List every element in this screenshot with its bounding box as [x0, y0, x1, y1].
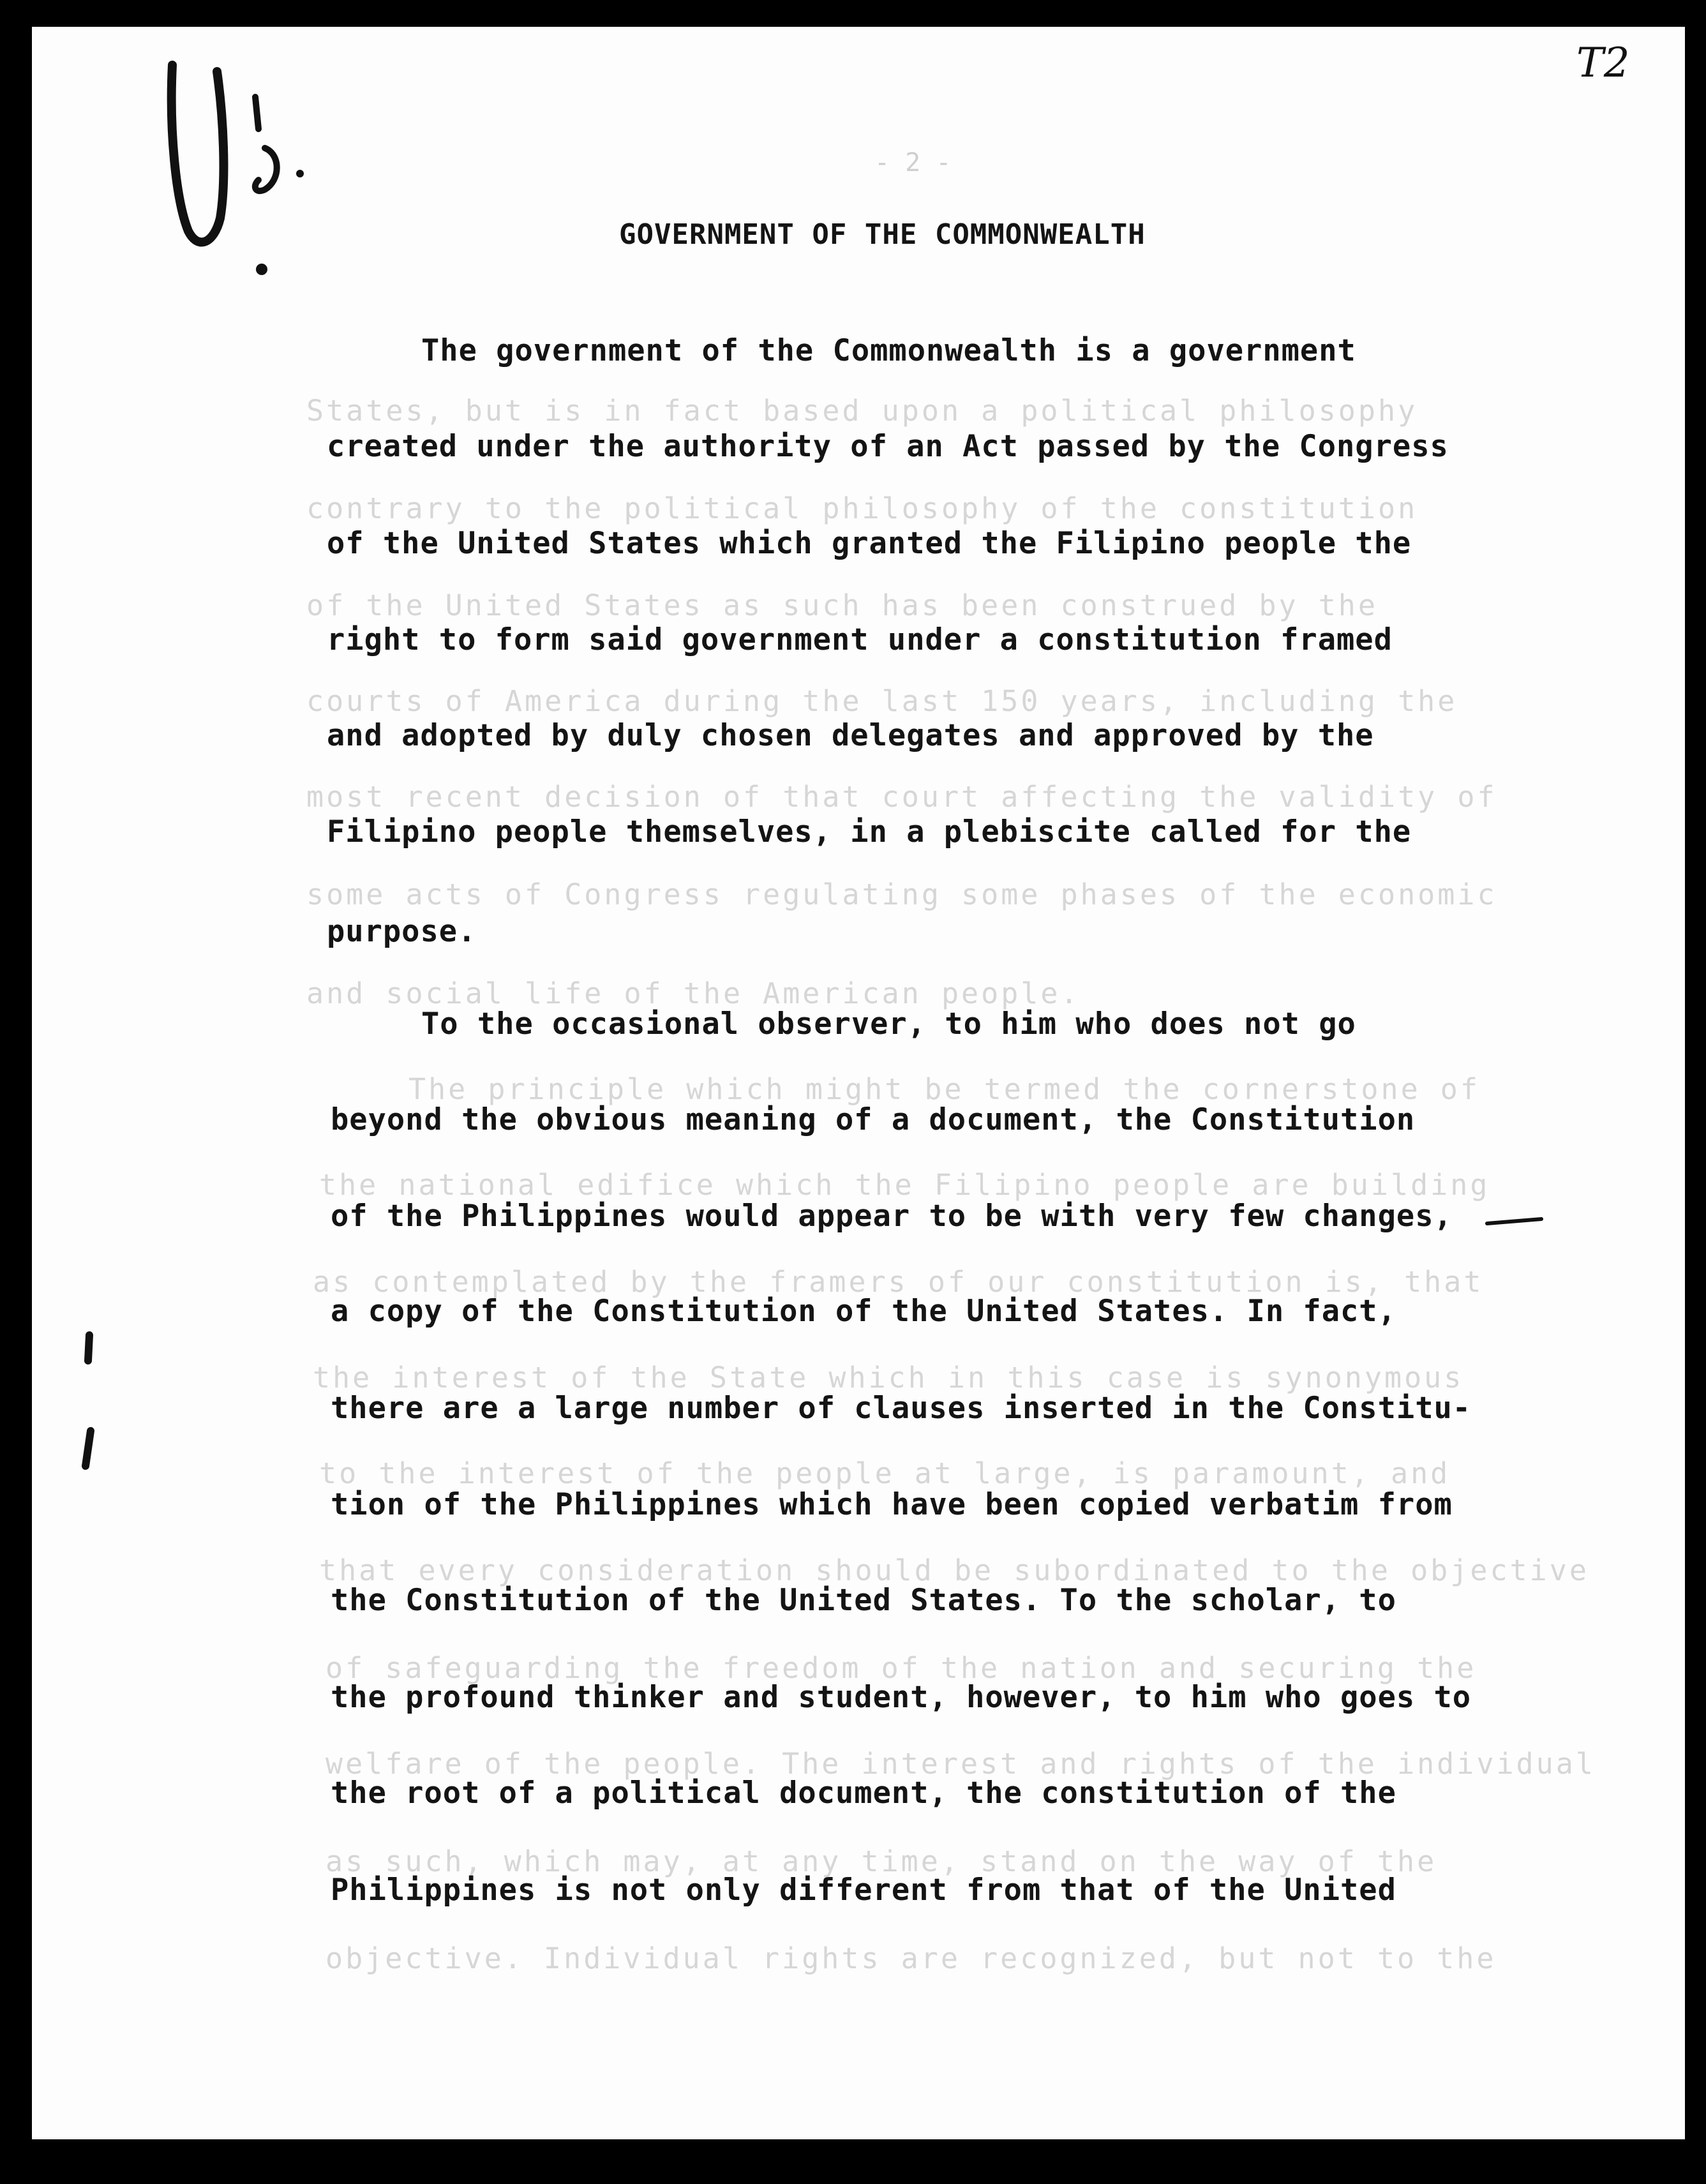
body-line: of the Philippines would appear to be with very few changes, [331, 1199, 1453, 1234]
page-number: - 2 - [874, 148, 952, 177]
bleed-through-line: as such, which may, at any time, stand on the way of the [325, 1844, 1437, 1878]
bleed-through-line: contrary to the political philosophy of the constitution [306, 491, 1418, 525]
body-line: and adopted by duly chosen delegates and approved by the [327, 718, 1374, 753]
body-line: the Constitution of the United States. To the scholar, to [331, 1583, 1396, 1618]
bleed-through-line: the interest of the State which in this case is synonymous [313, 1361, 1464, 1395]
bleed-through-line: welfare of the people. The interest and rights of the individual [325, 1747, 1596, 1781]
bleed-through-line: States, but is in fact based upon a political philosophy [306, 394, 1418, 428]
bleed-through-line: courts of America during the last 150 years, including the [306, 684, 1458, 718]
body-line: beyond the obvious meaning of a document, the Constitution [331, 1102, 1416, 1137]
margin-tick-mark [70, 1322, 108, 1488]
body-line: Filipino people themselves, in a plebiscite called for the [327, 814, 1412, 849]
body-line: tion of the Philippines which have been copied verbatim from [331, 1487, 1453, 1522]
bleed-through-line: to the interest of the people at large, is paramount, and [319, 1456, 1451, 1490]
body-line: right to form said government under a constitution framed [327, 622, 1393, 657]
body-line: The government of the Commonwealth is a government [421, 333, 1356, 368]
body-line: purpose. [327, 914, 477, 949]
margin-dash-mark [1481, 1208, 1551, 1239]
bleed-through-line: of safeguarding the freedom of the nation and securing the [325, 1651, 1477, 1685]
body-line: there are a large number of clauses inserted in the Constitu- [331, 1391, 1472, 1426]
handwritten-initial-mark [153, 52, 319, 295]
body-line: of the United States which granted the Filipino people the [327, 526, 1412, 561]
body-line: the profound thinker and student, however, to him who goes to [331, 1680, 1472, 1715]
body-line: the root of a political document, the constitution of the [331, 1776, 1396, 1811]
corner-annotation: T2 [1576, 40, 1630, 87]
bleed-through-line: as contemplated by the framers of our constitution is, that [313, 1265, 1484, 1299]
page-title: GOVERNMENT OF THE COMMONWEALTH [619, 218, 1146, 251]
body-line: To the occasional observer, to him who does not go [421, 1006, 1356, 1042]
body-line: Philippines is not only different from that of the United [331, 1873, 1396, 1908]
bleed-through-line: and social life of the American people. [306, 976, 1081, 1010]
document-page [32, 27, 1685, 2139]
bleed-through-line: The principle which might be termed the cornerstone of [408, 1072, 1480, 1106]
bleed-through-line: most recent decision of that court affecting the validity of [306, 780, 1497, 814]
body-line: created under the authority of an Act passed by the Congress [327, 429, 1449, 464]
bleed-through-line: of the United States as such has been construed by the [306, 588, 1378, 622]
bleed-through-line: objective. Individual rights are recognized, but not to the [325, 1941, 1497, 1975]
bleed-through-line: that every consideration should be subordinated to the objective [319, 1553, 1589, 1587]
bleed-through-line: some acts of Congress regulating some phases of the economic [306, 878, 1497, 911]
body-line: a copy of the Constitution of the United States. In fact, [331, 1294, 1396, 1329]
bleed-through-line: the national edifice which the Filipino people are building [319, 1168, 1490, 1202]
